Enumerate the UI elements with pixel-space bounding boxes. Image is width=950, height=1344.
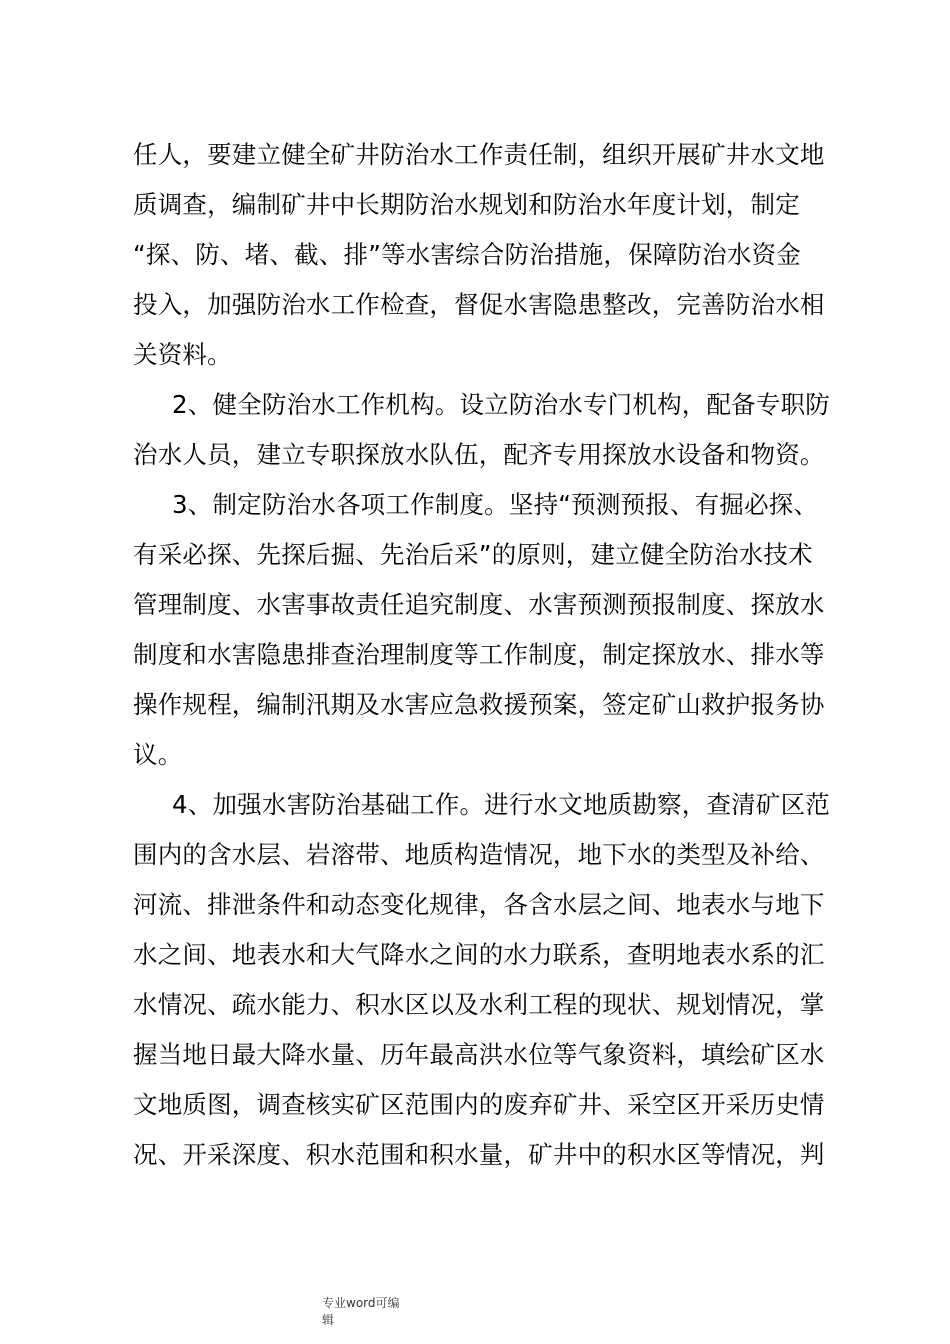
text-line: 有采必探、先探后掘、先治后采”的原则，建立健全防治水技术 (133, 540, 813, 569)
text-line: 握当地日最大降水量、历年最高洪水位等气象资料，填绘矿区水 (133, 1040, 825, 1069)
text-line: 围内的含水层、岩溶带、地质构造情况，地下水的类型及补给、 (133, 840, 825, 869)
text-line: 任人，要建立健全矿井防治水工作责任制，组织开展矿井水文地 (133, 140, 825, 169)
text-line: 水之间、地表水和大气降水之间的水力联系，查明地表水系的汇 (133, 940, 825, 969)
footer-label: 专业word可编 (322, 1296, 400, 1310)
text-line: 管理制度、水害事故责任追究制度、水害预测预报制度、探放水 (133, 590, 825, 619)
text-line: 况、开采深度、积水范围和积水量，矿井中的积水区等情况，判 (133, 1140, 825, 1169)
text-line: 议。 (133, 740, 183, 769)
footer-label-continued: 辑 (322, 1313, 335, 1327)
text-line: 河流、排泄条件和动态变化规律，各含水层之间、地表水与地下 (133, 890, 825, 919)
text-line: 2、健全防治水工作机构。设立防治水专门机构，配备专职防 (172, 390, 830, 419)
text-line: 文地质图，调查核实矿区范围内的废弃矿井、采空区开采历史情 (133, 1090, 825, 1119)
text-line: 4、加强水害防治基础工作。进行水文地质勘察，查清矿区范 (172, 790, 830, 819)
text-line: 水情况、疏水能力、积水区以及水利工程的现状、规划情况，掌 (133, 990, 825, 1019)
text-line: 投入，加强防治水工作检查，督促水害隐患整改，完善防治水相 (133, 290, 825, 319)
text-line: 质调查，编制矿井中长期防治水规划和防治水年度计划，制定 (133, 190, 800, 219)
text-line: 制度和水害隐患排查治理制度等工作制度，制定探放水、排水等 (133, 640, 825, 669)
text-line: 3、制定防治水各项工作制度。坚持“预测预报、有掘必探、 (172, 490, 819, 519)
text-line: 操作规程，编制汛期及水害应急救援预案，签定矿山救护报务协 (133, 690, 825, 719)
text-line: 关资料。 (133, 340, 232, 369)
text-line: 治水人员，建立专职探放水队伍，配齐专用探放水设备和物资。 (133, 440, 825, 469)
text-line: “探、防、堵、截、排”等水害综合防治措施，保障防治水资金 (133, 240, 801, 269)
